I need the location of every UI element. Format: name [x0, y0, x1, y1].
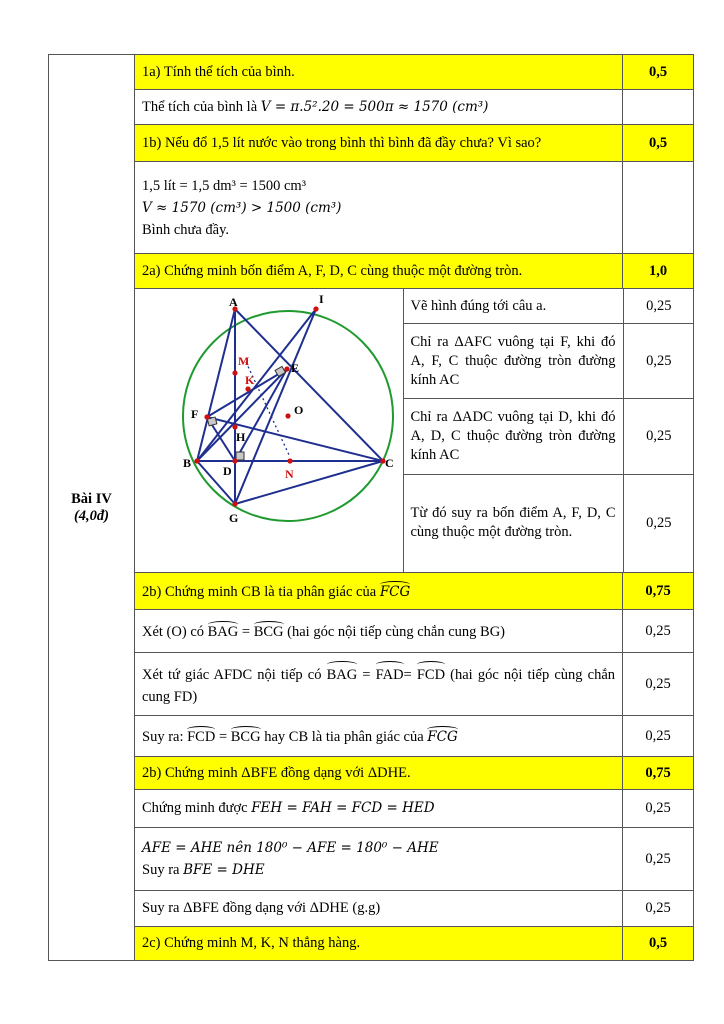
figure-cell — [135, 289, 403, 572]
r2b1-step-1-score: 0,25 — [623, 610, 694, 653]
r2a-step-3-text: Chỉ ra ΔADC vuông tại D, khi đó A, D, C thuộc đường tròn đường kính AC — [403, 399, 623, 474]
label-A: A — [229, 295, 238, 309]
label-C: C — [385, 456, 394, 470]
r2a-step-2-text: Chỉ ra ΔAFC vuông tại F, khi đó A, F, C thuộc đường tròn đường kính AC — [403, 324, 623, 399]
section-points: (4,0đ) — [73, 507, 110, 524]
r2b2-step-2-line-2: Suy ra BFE = DHE — [142, 862, 265, 878]
r2a-step-2-score: 0,25 — [623, 324, 694, 399]
r2b2-step-1-score: 0,25 — [623, 790, 694, 828]
r2b1-step-1: Xét (O) có BAG = BCG (hai góc nội tiếp cùng chắn cung BG) — [135, 610, 623, 653]
r2b2-step-2-line-1: AFE = AHE nên 180⁰ − AFE = 180⁰ − AHE — [142, 840, 439, 856]
r1b-answer-score-empty — [623, 162, 694, 254]
seg-GC — [235, 461, 383, 504]
r2a-body — [135, 289, 694, 573]
seg-CF — [207, 417, 383, 461]
r2b1-step-3: Suy ra: FCD = BCG hay CB là tia phân giác của FCG — [135, 716, 623, 757]
r1b-title: 1b) Nếu đổ 1,5 lít nước vào trong bình thì bình đã đầy chưa? Vì sao? — [135, 125, 623, 162]
pt-I — [313, 306, 318, 311]
label-O: O — [294, 403, 304, 417]
label-I: I — [319, 292, 324, 306]
geometry-figure — [135, 289, 403, 567]
pt-O — [285, 413, 290, 418]
r2a-step-1-score: 0,25 — [623, 289, 694, 324]
label-M: M — [238, 354, 250, 368]
pt-N — [287, 458, 292, 463]
r2a-title: 2a) Chứng minh bốn điểm A, F, D, C cùng thuộc một đường tròn. — [135, 254, 623, 289]
pt-M — [232, 370, 237, 375]
r1a-answer-score-empty — [623, 90, 694, 125]
r1b-line-2: V ≈ 1570 (cm³) > 1500 (cm³) — [142, 199, 342, 216]
r2a-inner-table — [135, 289, 694, 572]
r2a-step-4-text: Từ đó suy ra bốn điểm A, F, D, C cùng thuộc một đường tròn. — [403, 474, 623, 572]
label-B: B — [183, 456, 192, 470]
r1a-score: 0,5 — [623, 55, 694, 90]
pt-B — [194, 458, 199, 463]
section-label: Bài IV — [71, 490, 112, 507]
r2a-step-3-score: 0,25 — [623, 399, 694, 474]
r2b2-step-1-math: FEH = FAH = FCD = HED — [251, 800, 435, 816]
r2b1-step-3-score: 0,25 — [623, 716, 694, 757]
r2a-step-1-text: Vẽ hình đúng tới câu a. — [403, 289, 623, 324]
label-G: G — [229, 511, 239, 525]
r2c-title: 2c) Chứng minh M, K, N thẳng hàng. — [135, 927, 623, 961]
r2c-score: 0,5 — [623, 927, 694, 961]
r2b1-step-2-score: 0,25 — [623, 653, 694, 716]
r1a-answer: Thể tích của bình là V = π.5².20 = 500π ≈ 1570 (cm³) — [135, 90, 623, 125]
r2b2-step-2 — [135, 828, 623, 891]
section-label-cell — [49, 55, 135, 961]
r2b2-step-1: Chứng minh được FEH = FAH = FCD = HED — [135, 790, 623, 828]
r2b2-title: 2b) Chứng minh ΔBFE đồng dạng với ΔDHE. — [135, 757, 623, 790]
r2b1-title-angle: FCG — [380, 581, 410, 600]
pt-F — [204, 414, 209, 419]
pt-H — [232, 424, 237, 429]
pt-D — [232, 458, 237, 463]
label-N: N — [285, 467, 294, 481]
label-D: D — [223, 464, 232, 478]
r2b2-step-2-score: 0,25 — [623, 828, 694, 891]
r2b1-step-2: Xét tứ giác AFDC nội tiếp có BAG = FAD= FCD (hai góc nội tiếp cùng chắn cung FD) — [135, 653, 623, 716]
r2b2-step-3: Suy ra ΔBFE đồng dạng với ΔDHE (g.g) — [135, 891, 623, 927]
r2b1-title: 2b) Chứng minh CB là tia phân giác của FCG — [135, 573, 623, 610]
grading-table — [48, 54, 694, 961]
label-K: K — [245, 373, 255, 387]
r1a-title: 1a) Tính thể tích của bình. — [135, 55, 623, 90]
r2b2-score: 0,75 — [623, 757, 694, 790]
label-F: F — [191, 407, 199, 421]
r1b-line-1: 1,5 lít = 1,5 dm³ = 1500 cm³ — [142, 177, 307, 194]
r2b2-step-3-score: 0,25 — [623, 891, 694, 927]
r2b1-score: 0,75 — [623, 573, 694, 610]
r1a-formula: V = π.5².20 = 500π ≈ 1570 (cm³) — [260, 98, 489, 115]
pt-K — [245, 386, 250, 391]
seg-GI — [235, 309, 316, 504]
r1b-line-3: Bình chưa đầy. — [142, 221, 230, 238]
label-H: H — [236, 430, 246, 444]
pt-G — [232, 501, 237, 506]
r1b-score: 0,5 — [623, 125, 694, 162]
r2a-step-4-score: 0,25 — [623, 474, 694, 572]
r1b-answer — [135, 162, 623, 254]
label-E: E — [291, 361, 300, 375]
r2a-score: 1,0 — [623, 254, 694, 289]
pt-E — [284, 366, 289, 371]
